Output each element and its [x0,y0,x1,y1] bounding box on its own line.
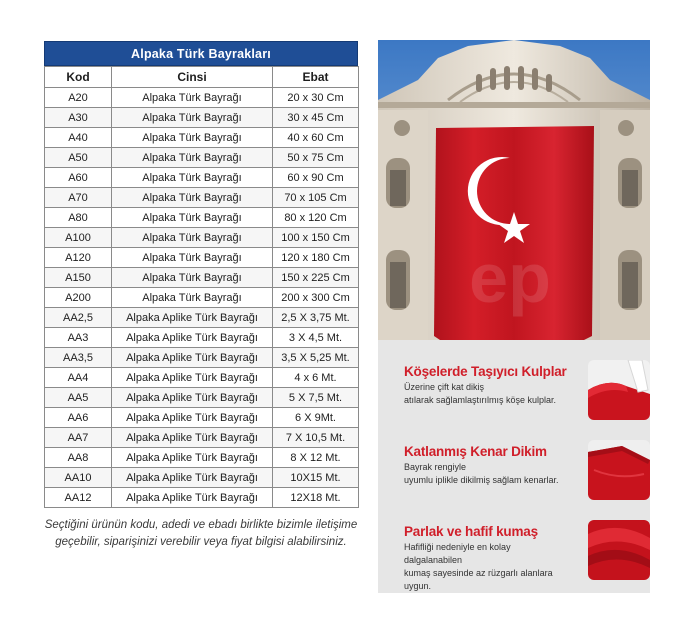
cell-ebat: 40 x 60 Cm [273,128,359,148]
cell-cinsi: Alpaka Aplike Türk Bayrağı [112,308,273,328]
cell-cinsi: Alpaka Türk Bayrağı [112,188,273,208]
cell-cinsi: Alpaka Türk Bayrağı [112,288,273,308]
table-row [45,388,359,408]
feature-title: Köşelerde Taşıyıcı Kulplar [404,364,567,379]
shiny-fabric-image [588,520,650,580]
feature-description [404,461,566,487]
cell-kod: A80 [45,208,112,228]
cell-kod: A100 [45,228,112,248]
cell-ebat: 3,5 X 5,25 Mt. [273,348,359,368]
table-row [45,128,359,148]
folded-hem-image [588,440,650,500]
table-header-row [45,67,359,88]
product-feature-panel [378,40,650,593]
cell-cinsi: Alpaka Aplike Türk Bayrağı [112,468,273,488]
cell-kod: A50 [45,148,112,168]
table-row [45,468,359,488]
cell-cinsi: Alpaka Aplike Türk Bayrağı [112,348,273,368]
feature-desc-line-2: atılarak sağlamlaştırılmış köşe kulplar. [404,395,557,405]
cell-ebat: 120 x 180 Cm [273,248,359,268]
order-note-line-2: geçebilir, siparişinizi verebilir veya fiyat bilgisi alabilirsiniz. [55,536,347,548]
cell-ebat: 100 x 150 Cm [273,228,359,248]
table-row [45,488,359,508]
feature-title: Parlak ve hafif kumaş [404,524,538,539]
table-row [45,188,359,208]
cell-cinsi: Alpaka Türk Bayrağı [112,268,273,288]
feature-desc-line-2: uyumlu iplikle dikilmiş sağlam kenarlar. [404,475,559,485]
order-note-line-1: Seçtiğini ürünün kodu, adedi ve ebadı birlikte bizimle iletişime [44,519,358,531]
mosque-flag-photo [378,40,650,340]
cell-kod: AA12 [45,488,112,508]
cell-ebat: 10X15 Mt. [273,468,359,488]
cell-ebat: 50 x 75 Cm [273,148,359,168]
cell-ebat: 70 x 105 Cm [273,188,359,208]
cell-cinsi: Alpaka Aplike Türk Bayrağı [112,448,273,468]
cell-cinsi: Alpaka Türk Bayrağı [112,248,273,268]
table-row [45,88,359,108]
cell-ebat: 60 x 90 Cm [273,168,359,188]
cell-cinsi: Alpaka Türk Bayrağı [112,208,273,228]
feature-desc-line-1: Üzerine çift kat dikiş [404,382,485,392]
feature-title: Katlanmış Kenar Dikim [404,444,547,459]
cell-cinsi: Alpaka Türk Bayrağı [112,128,273,148]
table-row [45,248,359,268]
cell-cinsi: Alpaka Aplike Türk Bayrağı [112,488,273,508]
cell-kod: AA7 [45,428,112,448]
cell-kod: A40 [45,128,112,148]
table-title: Alpaka Türk Bayrakları [44,41,358,66]
cell-cinsi: Alpaka Türk Bayrağı [112,168,273,188]
cell-kod: A20 [45,88,112,108]
cell-cinsi: Alpaka Türk Bayrağı [112,148,273,168]
cell-cinsi: Alpaka Türk Bayrağı [112,228,273,248]
table-row [45,208,359,228]
cell-cinsi: Alpaka Türk Bayrağı [112,108,273,128]
cell-kod: A70 [45,188,112,208]
table-row [45,308,359,328]
table-row [45,268,359,288]
cell-ebat: 2,5 X 3,75 Mt. [273,308,359,328]
table-row [45,288,359,308]
cell-cinsi: Alpaka Türk Bayrağı [112,88,273,108]
cell-ebat: 4 x 6 Mt. [273,368,359,388]
feature-folded-hem [404,444,650,487]
table-row [45,448,359,468]
cell-ebat: 80 x 120 Cm [273,208,359,228]
feature-desc-line-1: Hafifliği nedeniyle en kolay dalgalanabilen [404,542,511,565]
cell-ebat: 30 x 45 Cm [273,108,359,128]
cell-cinsi: Alpaka Aplike Türk Bayrağı [112,388,273,408]
table-row [45,368,359,388]
cell-kod: A120 [45,248,112,268]
cell-kod: AA4 [45,368,112,388]
cell-kod: A60 [45,168,112,188]
cell-ebat: 7 X 10,5 Mt. [273,428,359,448]
table-body [45,88,359,508]
cell-kod: AA5 [45,388,112,408]
feature-desc-line-2: kumaş sayesinde az rüzgarlı alanlara uygun. [404,568,553,591]
cell-kod: AA10 [45,468,112,488]
feature-description [404,381,566,407]
cell-ebat: 200 x 300 Cm [273,288,359,308]
cell-cinsi: Alpaka Aplike Türk Bayrağı [112,428,273,448]
cell-ebat: 8 X 12 Mt. [273,448,359,468]
feature-desc-line-1: Bayrak rengiyle [404,462,467,472]
header-cinsi: Cinsi [112,67,273,88]
cell-ebat: 6 X 9Mt. [273,408,359,428]
cell-ebat: 20 x 30 Cm [273,88,359,108]
cell-ebat: 150 x 225 Cm [273,268,359,288]
cell-kod: A150 [45,268,112,288]
cell-kod: A200 [45,288,112,308]
order-note [44,517,358,551]
cell-cinsi: Alpaka Aplike Türk Bayrağı [112,328,273,348]
table-row [45,408,359,428]
feature-shiny-fabric [404,524,650,593]
table-row [45,428,359,448]
cell-kod: AA2,5 [45,308,112,328]
cell-ebat: 12X18 Mt. [273,488,359,508]
size-table-container [44,41,358,508]
table-row [45,348,359,368]
table-row [45,228,359,248]
cell-ebat: 5 X 7,5 Mt. [273,388,359,408]
table-row [45,108,359,128]
cell-kod: AA8 [45,448,112,468]
cell-kod: A30 [45,108,112,128]
cell-cinsi: Alpaka Aplike Türk Bayrağı [112,408,273,428]
header-kod: Kod [45,67,112,88]
cell-cinsi: Alpaka Aplike Türk Bayrağı [112,368,273,388]
header-ebat: Ebat [273,67,359,88]
corner-handle-image [588,360,650,420]
cell-kod: AA3,5 [45,348,112,368]
table-row [45,328,359,348]
table-row [45,168,359,188]
cell-ebat: 3 X 4,5 Mt. [273,328,359,348]
svg-text:ep: ep [469,239,551,317]
feature-description [404,541,566,593]
feature-corner-handles [404,364,650,407]
size-table [44,66,359,508]
table-row [45,148,359,168]
cell-kod: AA6 [45,408,112,428]
cell-kod: AA3 [45,328,112,348]
